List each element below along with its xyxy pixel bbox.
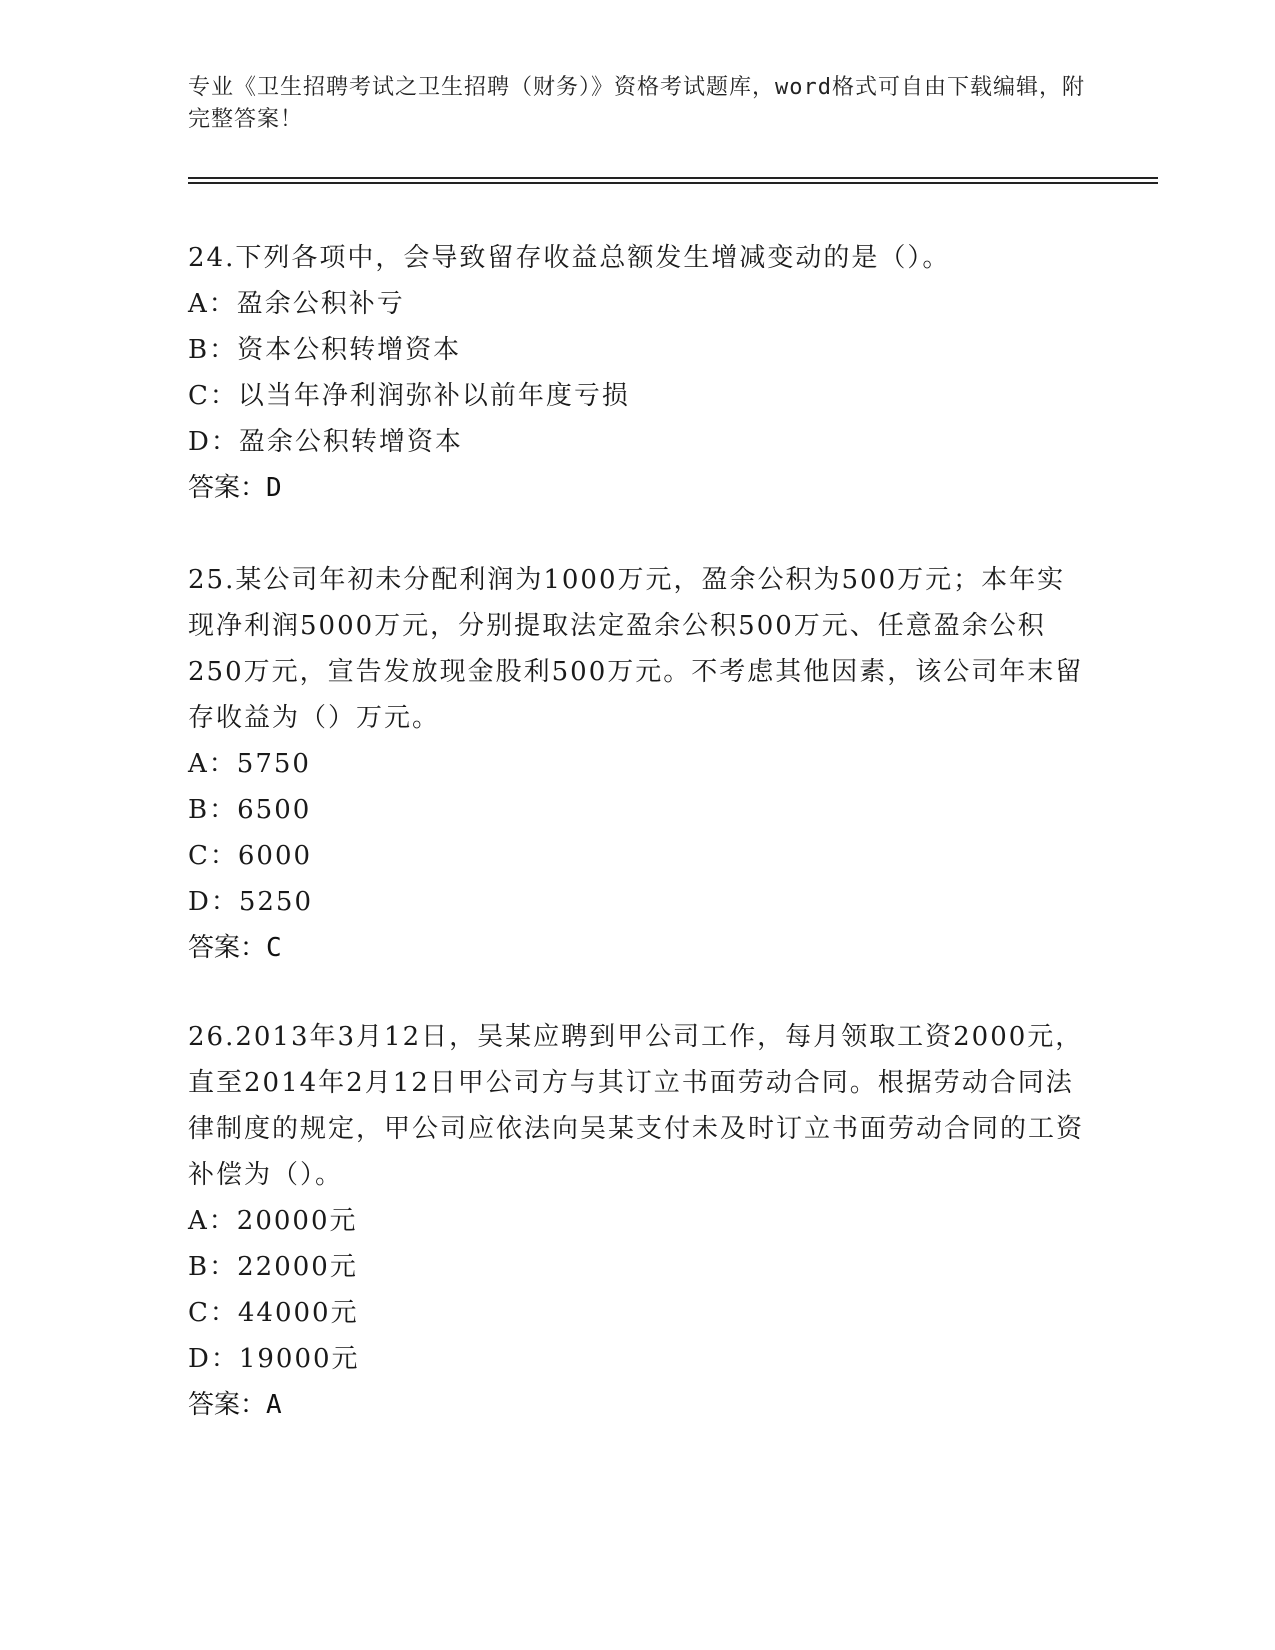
question-26 bbox=[188, 1014, 1088, 1428]
option-d: D：盈余公积转增资本 bbox=[188, 427, 463, 457]
option-a: A：盈余公积补亏 bbox=[188, 289, 405, 319]
header-divider-top bbox=[188, 177, 1158, 179]
document-header: 专业《卫生招聘考试之卫生招聘（财务）》资格考试题库，word格式可自由下载编辑，附完整答案！ bbox=[188, 75, 1085, 132]
option-a: A：5750 bbox=[188, 749, 311, 779]
option-d: D：19000元 bbox=[188, 1344, 360, 1374]
option-b: B：6500 bbox=[188, 795, 312, 825]
question-stem: 24.下列各项中，会导致留存收益总额发生增减变动的是（）。 bbox=[188, 243, 951, 273]
question-stem: 26.2013年3月12日，吴某应聘到甲公司工作，每月领取工资2000元，直至2014年2月12日甲公司方与其订立书面劳动合同。根据劳动合同法律制度的规定，甲公司应依法向吴某支付未及时订立书面劳动合同的工资补偿为（）。 bbox=[188, 1022, 1085, 1190]
option-b: B：22000元 bbox=[188, 1252, 358, 1282]
question-25 bbox=[188, 557, 1088, 971]
option-c: C：6000 bbox=[188, 841, 313, 871]
answer: 答案：A bbox=[188, 1390, 282, 1420]
question-stem: 25.某公司年初未分配利润为1000万元，盈余公积为500万元；本年实现净利润5000万元，分别提取法定盈余公积500万元、任意盈余公积250万元，宣告发放现金股利500万元。不考虑其他因素，该公司年末留存收益为（）万元。 bbox=[188, 565, 1084, 733]
question-24 bbox=[188, 235, 1088, 511]
answer: 答案：C bbox=[188, 933, 282, 963]
option-d: D：5250 bbox=[188, 887, 314, 917]
header-divider-bottom bbox=[188, 182, 1158, 184]
option-c: C：44000元 bbox=[188, 1298, 359, 1328]
option-b: B：资本公积转增资本 bbox=[188, 335, 462, 365]
answer: 答案：D bbox=[188, 473, 282, 503]
option-a: A：20000元 bbox=[188, 1206, 358, 1236]
option-c: C：以当年净利润弥补以前年度亏损 bbox=[188, 381, 630, 411]
